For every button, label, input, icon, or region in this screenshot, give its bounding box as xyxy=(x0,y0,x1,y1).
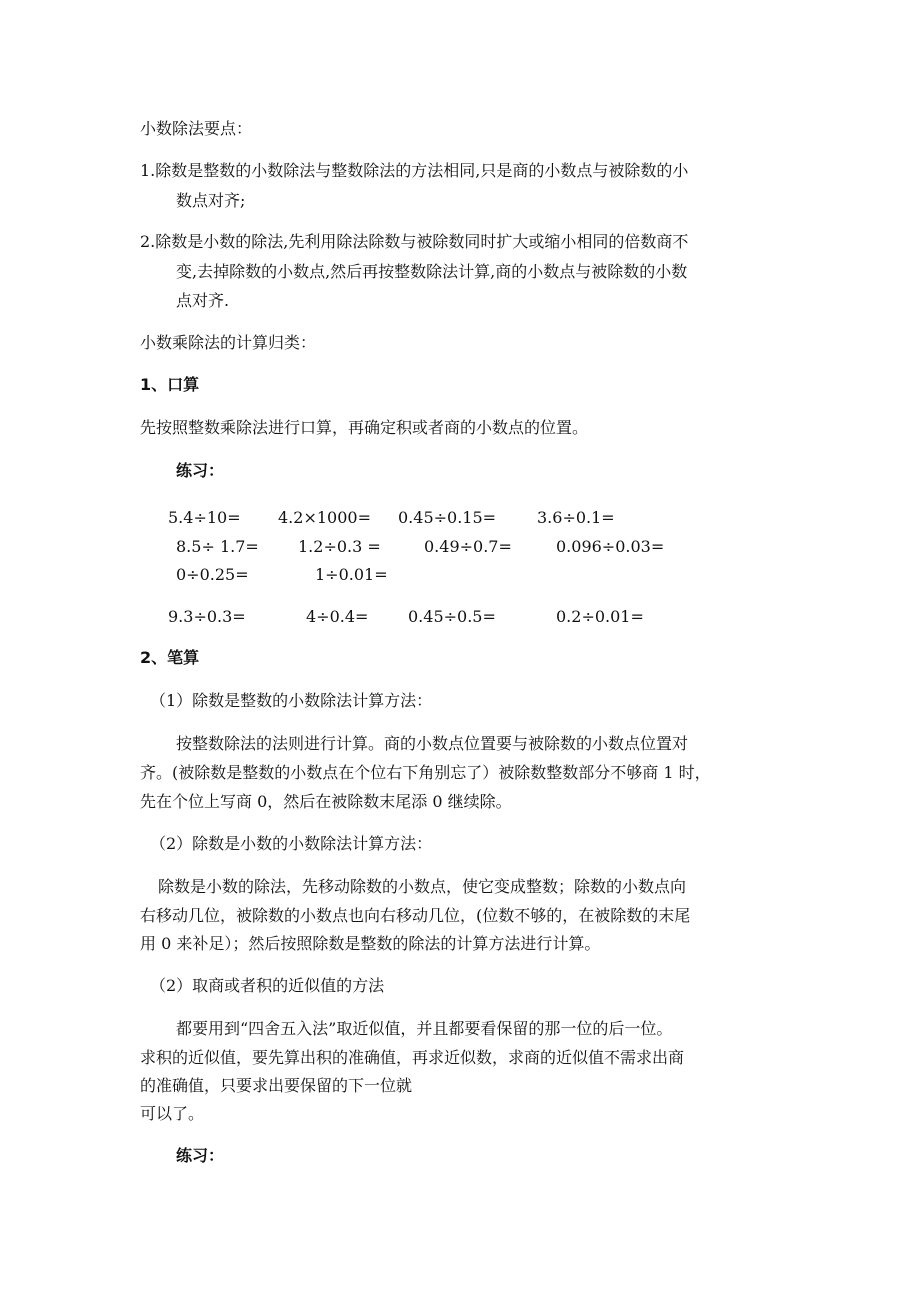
exercise-item: 0.2÷0.01= xyxy=(556,607,644,626)
subsection-3-line-2: 求积的近似值，要先算出积的准确值，再求近似数，求商的近似值不需求出商 xyxy=(140,1048,685,1067)
exercise-item: 0.45÷0.15= xyxy=(398,508,497,527)
subsection-1-line-2: 齐。(被除数是整数的小数点在个位右下角别忘了）被除数整数部分不够商 1 时， xyxy=(140,763,711,782)
subsection-1-line-1: 按整数除法的法则进行计算。商的小数点位置要与被除数的小数点位置对 xyxy=(176,734,689,753)
exercise-item: 5.4÷10= xyxy=(168,508,241,527)
subsection-2-line-1: 除数是小数的除法，先移动除数的小数点，使它变成整数；除数的小数点向 xyxy=(158,877,687,896)
subsection-3-line-3: 的准确值，只要求出要保留的下一位就 xyxy=(140,1076,413,1095)
exercise-item: 4.2×1000= xyxy=(278,508,371,527)
point-2-line-3: 点对齐. xyxy=(176,291,230,310)
subsection-2-line-3: 用 0 来补足）；然后按照除数是整数的除法的计算方法进行计算。 xyxy=(140,934,601,953)
exercise-item: 4÷0.4= xyxy=(306,607,369,626)
point-2-line-2: 变,去掉除数的小数点,然后再按整数除法计算,商的小数点与被除数的小数 xyxy=(176,262,688,281)
heading-decimal-division-points: 小数除法要点： xyxy=(140,119,253,138)
exercise-item: 1.2÷0.3 = xyxy=(298,537,381,556)
subsection-2-title: （2）除数是小数的小数除法计算方法： xyxy=(150,834,433,853)
section-2-title: 2、笔算 xyxy=(140,648,200,667)
subsection-1-line-3: 先在个位上写商 0，然后在被除数末尾添 0 继续除。 xyxy=(140,792,512,811)
subsection-3-title: （2）取商或者积的近似值的方法 xyxy=(150,976,385,995)
heading-calc-categories: 小数乘除法的计算归类： xyxy=(140,333,317,352)
subsection-1-title: （1）除数是整数的小数除法计算方法： xyxy=(150,691,433,710)
exercise-item: 0.096÷0.03= xyxy=(556,537,665,556)
exercise-item: 1÷0.01= xyxy=(315,565,388,584)
practice-label-2: 练习： xyxy=(176,1146,225,1165)
exercise-item: 0.45÷0.5= xyxy=(408,607,496,626)
point-2-line-1: 2.除数是小数的除法,先利用除法除数与被除数同时扩大或缩小相同的倍数商不 xyxy=(140,232,689,251)
point-1-line-2: 数点对齐; xyxy=(176,191,246,210)
practice-label: 练习： xyxy=(176,461,225,480)
section-1-description: 先按照整数乘除法进行口算，再确定积或者商的小数点的位置。 xyxy=(140,418,589,437)
subsection-3-line-4: 可以了。 xyxy=(140,1104,205,1123)
exercise-item: 8.5÷ 1.7= xyxy=(176,537,259,556)
exercise-item: 0÷0.25= xyxy=(176,565,249,584)
section-1-title: 1、口算 xyxy=(140,375,200,394)
exercise-item: 9.3÷0.3= xyxy=(168,607,246,626)
point-1-line-1: 1.除数是整数的小数除法与整数除法的方法相同,只是商的小数点与被除数的小 xyxy=(140,161,689,180)
exercise-item: 3.6÷0.1= xyxy=(537,508,615,527)
exercise-item: 0.49÷0.7= xyxy=(424,537,512,556)
subsection-2-line-2: 右移动几位，被除数的小数点也向右移动几位，(位数不够的，在被除数的末尾 xyxy=(140,906,691,925)
subsection-3-line-1: 都要用到“四舍五入法”取近似值，并且都要看保留的那一位的后一位。 xyxy=(176,1019,673,1038)
